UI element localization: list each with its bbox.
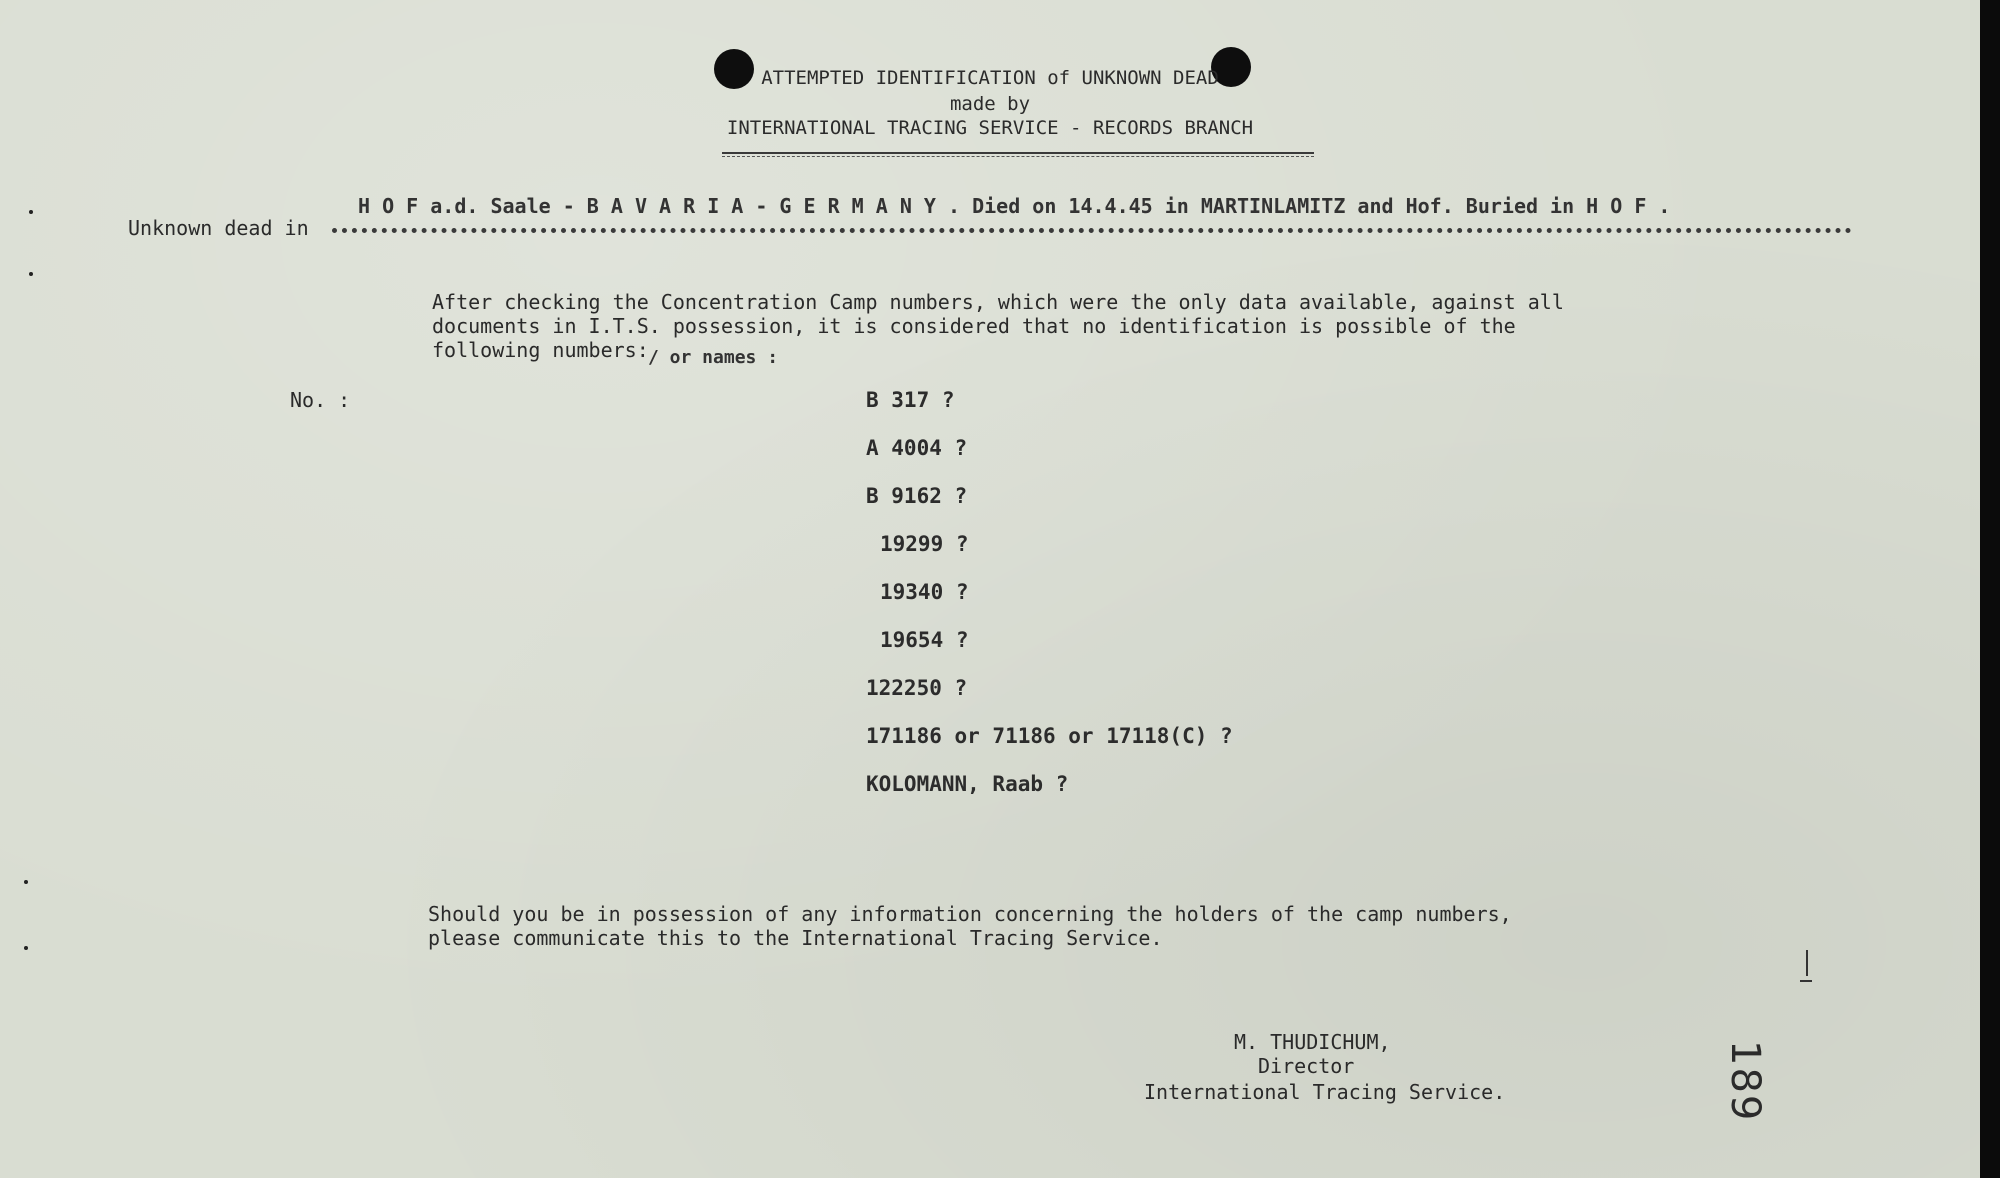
header-underline-dashed: [722, 156, 1314, 157]
signature-name: M. THUDICHUM,: [1234, 1030, 1391, 1054]
list-item: 122250 ?: [866, 676, 968, 700]
list-item: 171186 or 71186 or 17118(C) ?: [866, 724, 1233, 748]
stamp-tick-marks: [1806, 950, 1808, 976]
list-item: B 317 ?: [866, 388, 955, 412]
header-underline: [722, 152, 1314, 154]
body-line-3: following numbers:: [432, 338, 649, 362]
location-value: H O F a.d. Saale - B A V A R I A - G E R M A N Y . Died on 14.4.45 in MARTINLAMITZ and Hof. Buried in H O F .: [358, 194, 1671, 218]
scan-edge: [1980, 0, 2000, 1178]
unknown-dead-label: Unknown dead in: [128, 216, 309, 240]
document-title: ATTEMPTED IDENTIFICATION of UNKNOWN DEAD: [761, 67, 1219, 89]
margin-mark: [24, 946, 28, 950]
list-item: 19654 ?: [880, 628, 969, 652]
body-line-1: After checking the Concentration Camp numbers, which were the only data available, against all: [432, 290, 1564, 314]
list-item: A 4004 ?: [866, 436, 968, 460]
request-line-2: please communicate this to the International Tracing Service.: [428, 926, 1163, 950]
signature-organization: International Tracing Service.: [1144, 1080, 1506, 1104]
header-organization: INTERNATIONAL TRACING SERVICE - RECORDS BRANCH: [726, 117, 1254, 139]
stamp-tick-marks: [1800, 980, 1812, 982]
list-item: B 9162 ?: [866, 484, 968, 508]
request-line-1: Should you be in possession of any information concerning the holders of the camp numbers,: [428, 902, 1512, 926]
header-made-by: made by: [949, 93, 1031, 115]
list-item: 19299 ?: [880, 532, 969, 556]
body-line-3-addendum: / or names :: [648, 347, 779, 368]
archive-number-stamp: 189: [1722, 1040, 1768, 1123]
numbers-label: No. :: [290, 388, 351, 412]
margin-mark: [29, 210, 33, 214]
location-dotted-line: [332, 228, 1852, 233]
margin-mark: [24, 880, 28, 884]
margin-mark: [29, 272, 33, 276]
list-item: KOLOMANN, Raab ?: [866, 772, 1069, 796]
signature-title: Director: [1258, 1054, 1355, 1078]
body-line-2: documents in I.T.S. possession, it is considered that no identification is possible of the: [432, 314, 1516, 338]
list-item: 19340 ?: [880, 580, 969, 604]
